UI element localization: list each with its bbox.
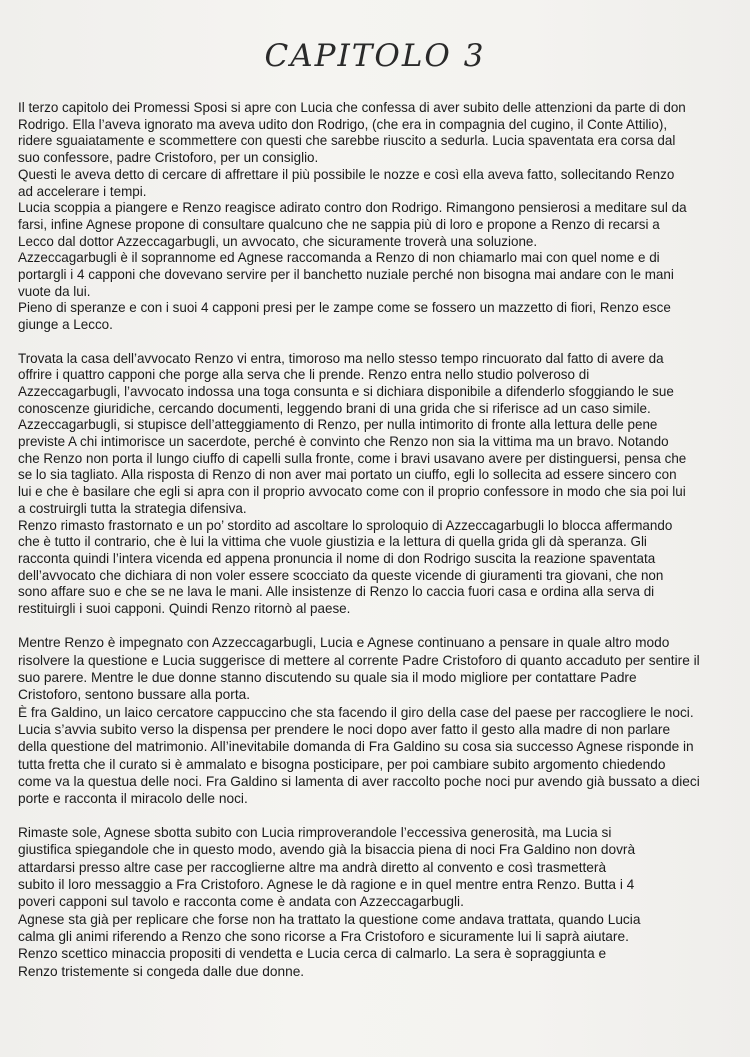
text-line: come va la questua delle noci. Fra Galdino si lamenta di aver raccolto poche noci pur avendo già bussato a dieci [18,773,700,789]
text-line: Rimaste sole, Agnese sbotta subito con Lucia rimproverandole l’eccessiva generosità, ma Lucia si [18,825,612,841]
text-line: poveri capponi sul tavolo e racconta come è andata con Azzeccagarbugli. [18,894,464,910]
text-line: Azzeccagarbugli, l’avvocato indossa una toga consunta e si dichiara disponibile a difenderlo sfoggiando le sue [18,383,674,399]
text-line: Lecco dal dottor Azzeccagarbugli, un avvocato, che sicuramente troverà una soluzione. [18,233,538,249]
text-line: risolvere la questione e Lucia suggerisce di mettere al corrente Padre Cristoforo di quanto accaduto per sentire il [18,652,700,668]
text-line: Lucia scoppia a piangere e Renzo reagisce adirato contro don Rodrigo. Rimangono pensierosi a meditare sul da [18,200,687,216]
paragraph [18,824,732,980]
text-line: Rodrigo. Ella l’aveva ignorato ma aveva udito don Rodrigo, (che era in compagnia del cugino, il Conte Attilio), [18,116,668,132]
text-line: subito il loro messaggio a Fra Cristoforo. Agnese le dà ragione e in quel mentre entra Renzo. Butta i 4 [18,877,635,893]
text-line: portargli i 4 capponi che dovevano servire per il banchetto nuziale perché non bisogna mai andare con le mani [18,267,674,283]
text-line: a costruirgli tutta la strategia difensiva. [18,500,247,516]
chapter-body [18,100,732,980]
text-line: vuote da lui. [18,283,91,299]
text-line: porte e racconta il miracolo delle noci. [18,791,248,807]
text-line: che Renzo non porta il lungo ciuffo di capelli sulla fronte, come i bravi usavano avere per distinguersi, pensa che [18,450,687,466]
text-line: Lucia s’avvia subito verso la dispensa per prendere le noci dopo aver fatto il gesto alla madre di non parlare [18,721,671,737]
text-line: suo parere. Mentre le due donne stanno discutendo su quale sia il modo migliore per contattare Padre [18,670,637,686]
text-line: farsi, infine Agnese propone di consultare qualcuno che ne sappia più di loro e propone a Renzo di recarsi a [18,216,660,232]
text-line: se lo sia tagliato. Alla risposta di Renzo di non aver mai portato un ciuffo, egli lo sollecita ad essere sincero con [18,467,677,483]
text-line: tutta fretta che il curato si è ammalato e bisogna posticipare, per poi cambiare subito argomento chiedendo [18,756,666,772]
text-line: calma gli animi riferendo a Renzo che sono ricorse a Fra Cristoforo e sicuramente lui li saprà aiutare. [18,928,629,944]
text-line: racconta quindi l’intera vicenda ed appena pronuncia il nome di don Rodrigo suscita la reazione spaventata [18,550,656,566]
text-line: Agnese sta già per replicare che forse non ha trattato la questione come andava trattata, quando Lucia [18,911,641,927]
text-line: Questi le aveva detto di cercare di affrettare il più possibile le nozze e così ella aveva fatto, sollecitando Renzo [18,166,675,182]
text-line: ridere sguaiatamente e scommettere con questi che sarebbe riuscito a sedurla. Lucia spaventata era corsa dal [18,133,676,149]
text-line: Renzo tristemente si congeda dalle due donne. [18,963,305,979]
text-line: Il terzo capitolo dei Promessi Sposi si apre con Lucia che confessa di aver subito delle attenzioni da parte di don [18,100,686,115]
text-line: Cristoforo, sentono bussare alla porta. [18,687,251,703]
text-line: della questione del matrimonio. All’inevitabile domanda di Fra Galdino su cosa sia successo Agnese risponde in [18,739,694,755]
text-line: restituirgli i suoi capponi. Quindi Renzo ritornò al paese. [18,601,351,617]
text-line: sono affare suo e che se ne lava le mani. Alle insistenze di Renzo lo caccia fuori casa e ordina alla serva di [18,584,655,600]
text-line: Azzeccagarbugli è il soprannome ed Agnese raccomanda a Renzo di non chiamarlo mai con quel nome e di [18,250,660,266]
text-line: lui e che è basilare che egli si apra con il proprio avvocato come con il proprio confessore in modo che sia poi lui [18,484,686,500]
text-line: È fra Galdino, un laico cercatore cappuccino che sta facendo il giro della case del paese per raccogliere le noci. [18,704,694,720]
paragraph [18,100,732,334]
text-line: Mentre Renzo è impegnato con Azzeccagarbugli, Lucia e Agnese continuano a pensare in quale altro modo [18,635,670,651]
text-line: Renzo rimasto frastornato e un po’ stordito ad ascoltare lo sproloquio di Azzeccagarbugli lo blocca affermando [18,517,673,533]
text-line: suo confessore, padre Cristoforo, per un consiglio. [18,150,319,166]
text-line: ad accelerare i tempi. [18,183,147,199]
paragraph [18,351,732,618]
chapter-title: CAPITOLO 3 [264,38,486,74]
text-line: conoscenze giuridiche, cercando documenti, leggendo brani di una grida che si riferisce ad un caso simile. [18,400,651,416]
text-line: Pieno di speranze e con i suoi 4 capponi presi per le zampe come se fossero un mazzetto di fiori, Renzo esce [18,300,671,316]
text-line: che è tutto il contrario, che è lui la vittima che vuole giustizia e la lettura di quella grida gli dà speranza. Gli [18,534,647,550]
paragraph [18,634,732,807]
text-line: giustifica spiegandole che in questo modo, avendo già la bisaccia piena di noci Fra Galdino non dovrà [18,842,636,858]
text-line: giunge a Lecco. [18,317,113,333]
text-line: Renzo scettico minaccia propositi di vendetta e Lucia cerca di calmarlo. La sera è sopraggiunta e [18,946,607,962]
text-line: Trovata la casa dell’avvocato Renzo vi entra, timoroso ma nello stesso tempo rincuorato dal fatto di avere da [18,350,664,366]
text-line: dell’avvocato che dichiara di non voler essere scocciato da queste vicende di giuramenti tra giovani, che non [18,567,664,583]
text-line: previste A chi intimorisce un sacerdote, perché è convinto che Renzo non sia la vittima ma un bravo. Notando [18,434,669,450]
text-line: attardarsi presso altre case per raccoglierne altre ma andrà diretto al convento e così trasmetterà [18,859,607,875]
text-line: offrire i quattro capponi che porge alla serva che li prende. Renzo entra nello studio polveroso di [18,367,590,383]
text-line: Azzeccagarbugli, si stupisce dell’atteggiamento di Renzo, per nulla intimorito di fronte alla lettura delle pene [18,417,658,433]
